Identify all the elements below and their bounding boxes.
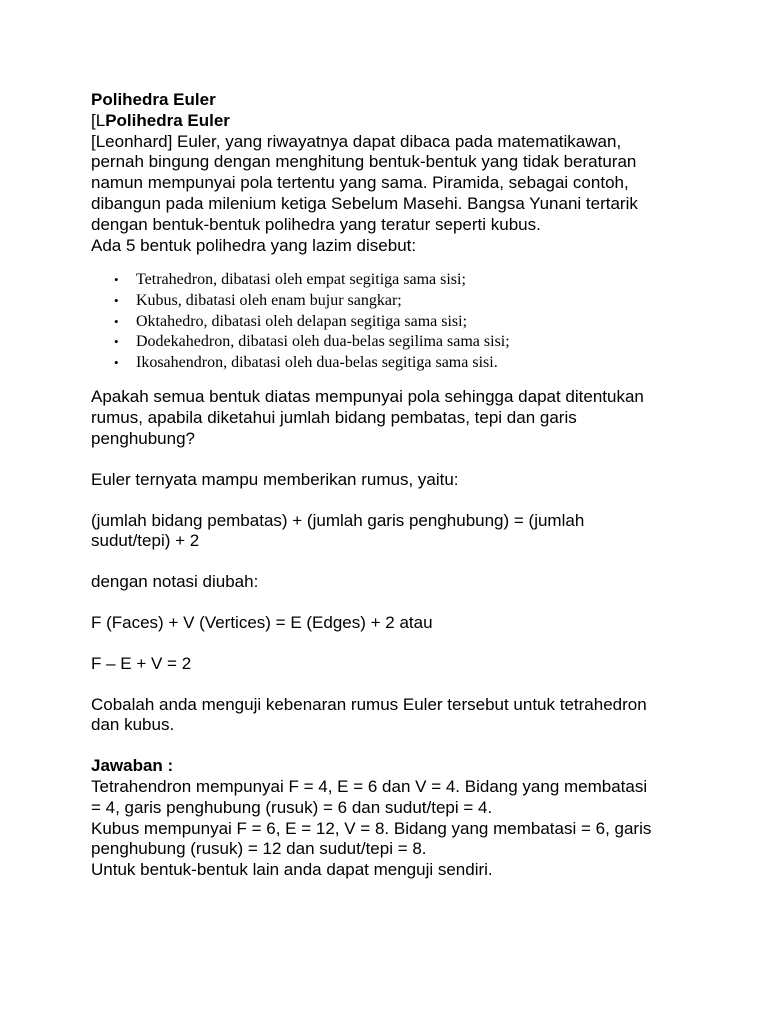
bullet-icon: • (114, 334, 119, 350)
subtitle-bold: Polihedra Euler (105, 110, 230, 130)
intro-paragraph (91, 132, 691, 236)
bullet-icon: • (114, 272, 119, 288)
formula-notation: F (Faces) + V (Vertices) = E (Edges) + 2 atau (91, 612, 433, 632)
answer-line: Tetrahendron mempunyai F = 4, E = 6 dan V = 4. Bidang yang membatasi (91, 776, 648, 796)
answer-label: Jawaban : (91, 756, 174, 776)
intro-line: dengan bentuk-bentuk polihedra yang teratur seperti kubus. (91, 214, 541, 234)
intro-line: dibangun pada milenium ketiga Sebelum Masehi. Bangsa Yunani tertarik (91, 193, 638, 213)
list-item (114, 270, 691, 291)
list-item-text: Oktahedro, dibatasi oleh delapan segitiga sama sisi; (136, 312, 468, 330)
intro-line: namun mempunyai pola tertentu yang sama. Piramida, sebagai contoh, (91, 173, 629, 193)
list-item (114, 291, 691, 312)
list-item-text: Ikosahendron, dibatasi oleh dua-belas segitiga sama sisi. (136, 353, 498, 371)
list-item (114, 312, 691, 333)
intro-line: pernah bingung dengan menghitung bentuk-bentuk yang tidak beraturan (91, 152, 637, 172)
question-paragraph (91, 387, 691, 449)
formula-words-line: (jumlah bidang pembatas) + (jumlah garis penghubung) = (jumlah (91, 510, 585, 530)
subtitle-prefix: [L (91, 110, 106, 130)
bullet-icon: • (114, 292, 119, 308)
question-line: Apakah semua bentuk diatas mempunyai pola sehingga dapat ditentukan (91, 387, 644, 407)
formula-words-line: sudut/tepi) + 2 (91, 531, 200, 551)
exercise-line: Cobalah anda menguji kebenaran rumus Euler tersebut untuk tetrahedron (91, 694, 647, 714)
euler-intro: Euler ternyata mampu memberikan rumus, yaitu: (91, 469, 459, 489)
answer-line: Kubus mempunyai F = 6, E = 12, V = 8. Bidang yang membatasi = 6, garis (91, 818, 652, 838)
document-title: Polihedra Euler (91, 90, 216, 109)
bullet-icon: • (114, 313, 119, 329)
bullet-icon: • (114, 354, 119, 370)
polyhedra-list (91, 270, 691, 373)
formula-words (91, 511, 691, 553)
intro-line: [Leonhard] Euler, yang riwayatnya dapat dibaca pada matematikawan, (91, 131, 622, 151)
notation-intro: dengan notasi diubah: (91, 572, 259, 592)
list-item-text: Tetrahedron, dibatasi oleh empat segitiga sama sisi; (136, 271, 466, 289)
answer-paragraph (91, 777, 691, 881)
list-item (114, 332, 691, 353)
list-intro: Ada 5 bentuk polihedra yang lazim disebut: (91, 235, 417, 255)
answer-line: Untuk bentuk-bentuk lain anda dapat menguji sendiri. (91, 860, 493, 880)
document-page (91, 90, 691, 881)
document-subtitle (91, 111, 691, 132)
formula-short: F – E + V = 2 (91, 653, 192, 673)
exercise-paragraph (91, 695, 691, 737)
list-item-text: Kubus, dibatasi oleh enam bujur sangkar; (136, 291, 402, 309)
list-item-text: Dodekahedron, dibatasi oleh dua-belas segilima sama sisi; (136, 333, 510, 351)
answer-line: penghubung (rusuk) = 12 dan sudut/tepi = 8. (91, 839, 427, 859)
answer-line: = 4, garis penghubung (rusuk) = 6 dan sudut/tepi = 4. (91, 797, 493, 817)
list-item (114, 353, 691, 374)
question-line: rumus, apabila diketahui jumlah bidang pembatas, tepi dan garis (91, 408, 577, 428)
exercise-line: dan kubus. (91, 715, 175, 735)
question-line: penghubung? (91, 428, 196, 448)
